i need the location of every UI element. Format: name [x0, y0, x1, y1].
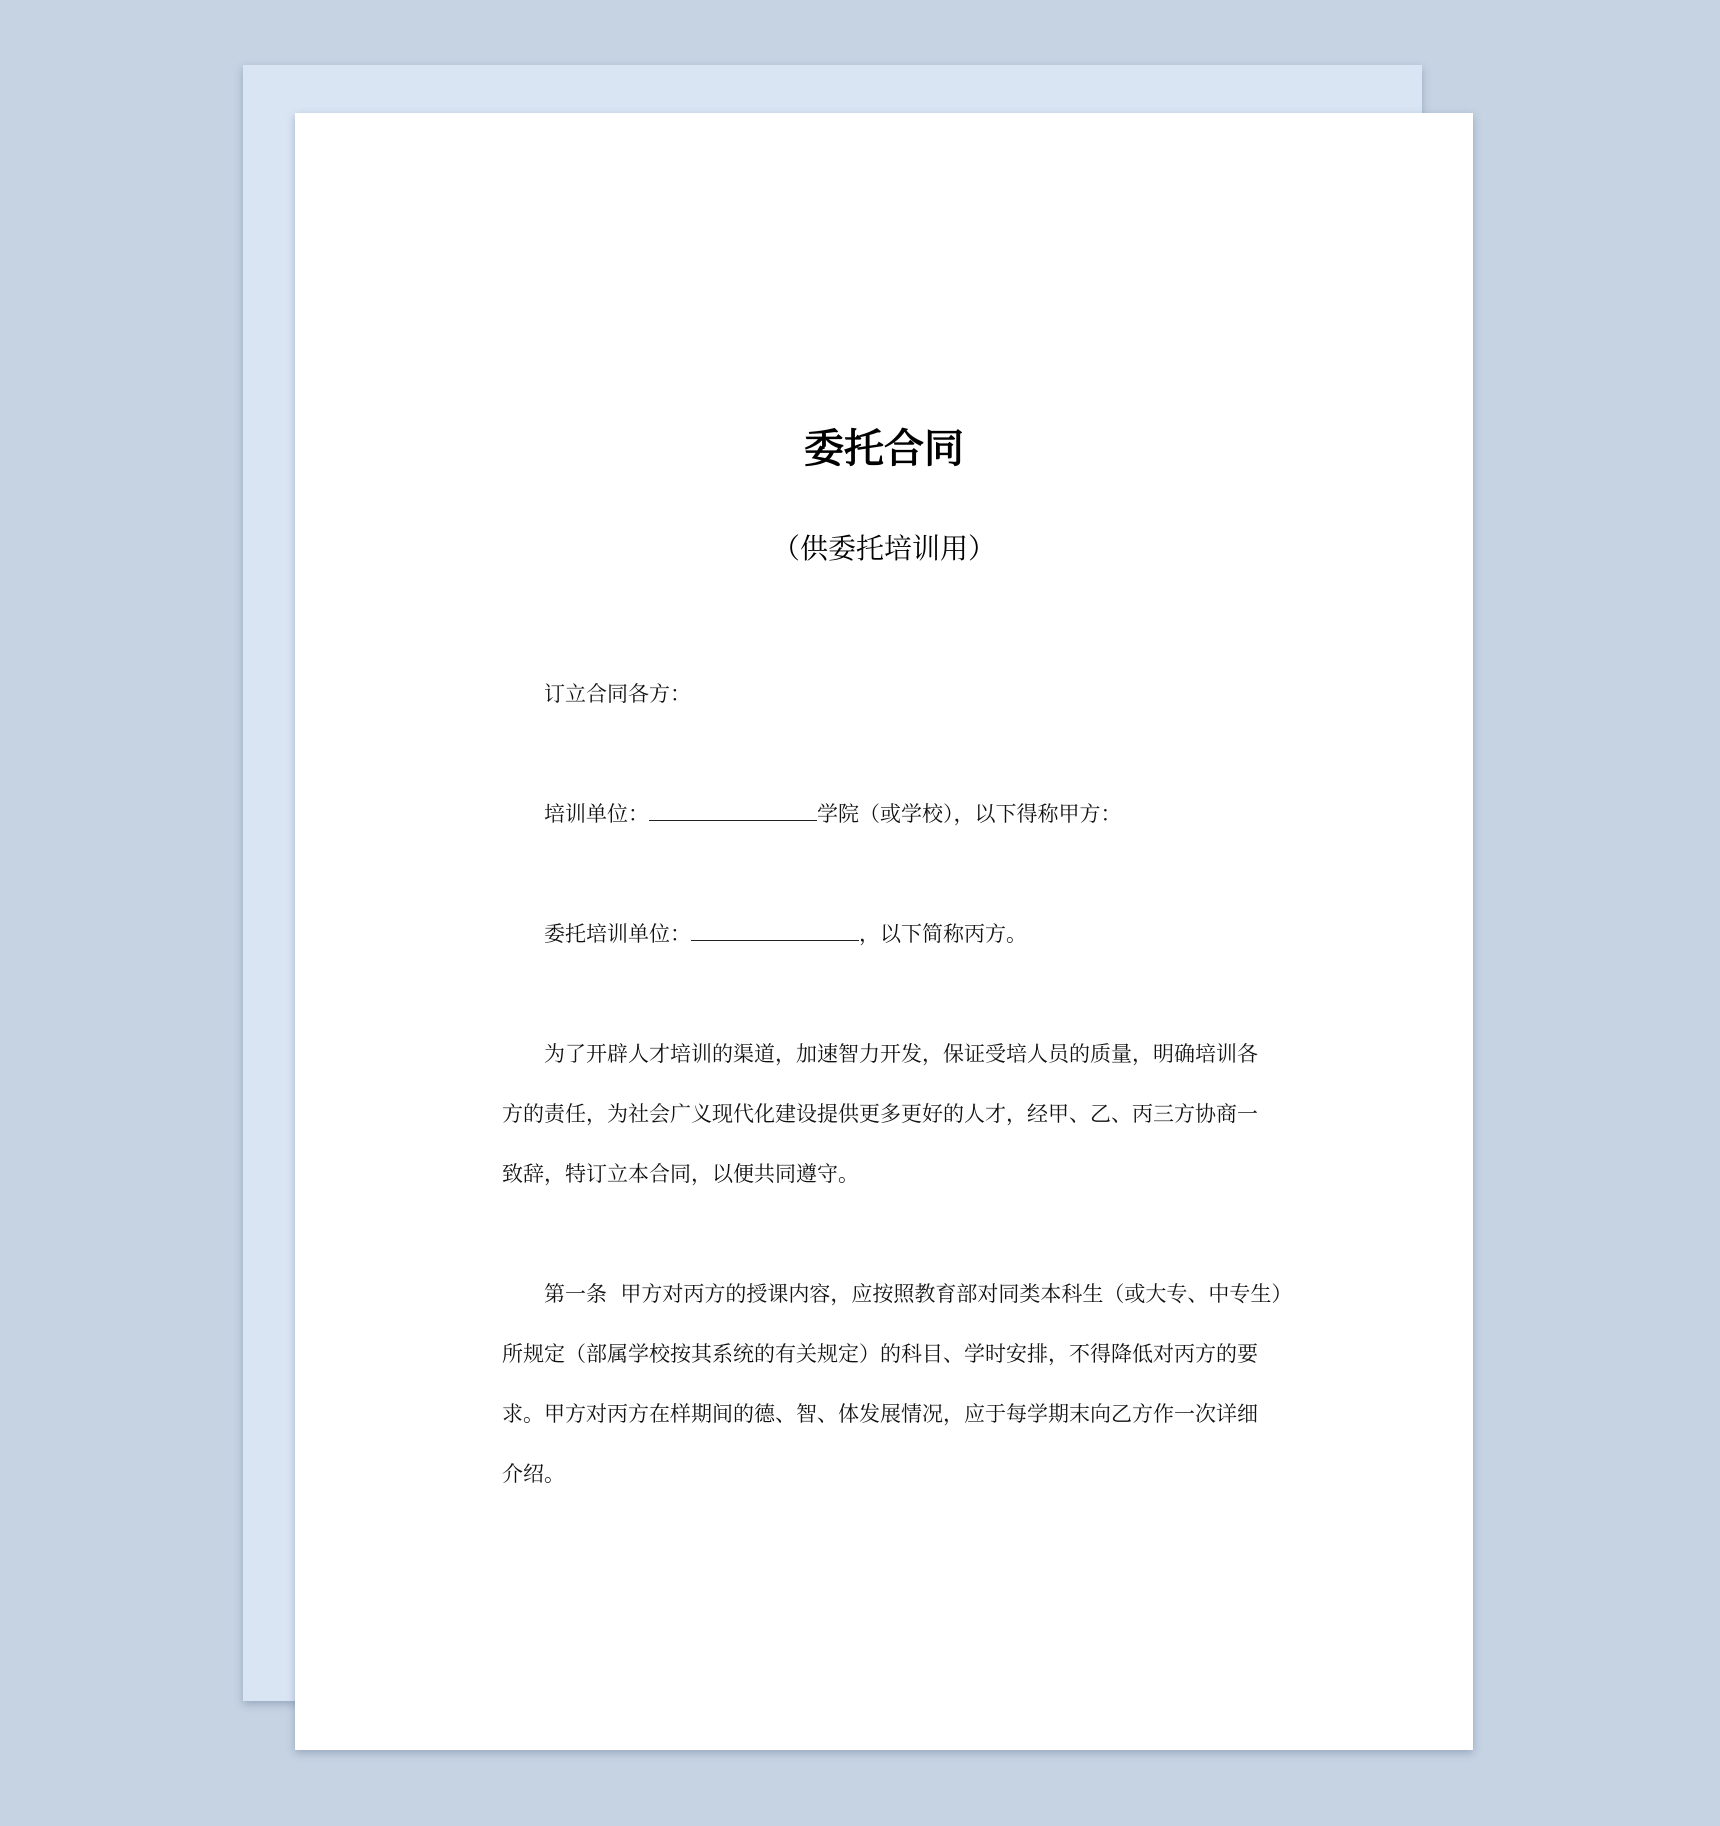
- article1-line-4: 介绍。: [502, 1462, 565, 1486]
- preamble-line-3: 致辞，特订立本合同，以便共同遵守。: [502, 1162, 859, 1186]
- document-title: 委托合同: [804, 426, 964, 472]
- article1-line-1: 第一条 甲方对丙方的授课内容，应按照教育部对同类本科生（或大专、中专生）: [544, 1282, 1293, 1306]
- preamble-line-1: 为了开辟人才培训的渠道，加速智力开发，保证受培人员的质量，明确培训各: [544, 1042, 1258, 1066]
- party-c-blank: [691, 920, 859, 941]
- parties-heading: 订立合同各方：: [544, 682, 691, 706]
- party-a-line: [544, 799, 1122, 829]
- party-a-suffix: 学院（或学校），以下得称甲方：: [817, 802, 1122, 826]
- party-a-blank: [649, 800, 817, 821]
- party-c-suffix: ，以下简称丙方。: [859, 922, 1027, 946]
- party-c-line: [544, 919, 1027, 949]
- article1-line-3: 求。甲方对丙方在样期间的德、智、体发展情况，应于每学期末向乙方作一次详细: [502, 1402, 1258, 1426]
- preamble-line-2: 方的责任，为社会广义现代化建设提供更多更好的人才，经甲、乙、丙三方协商一: [502, 1102, 1258, 1126]
- party-c-prefix: 委托培训单位：: [544, 922, 691, 946]
- document-page: [295, 113, 1473, 1750]
- document-subtitle: （供委托培训用）: [771, 532, 996, 565]
- article1-line-2: 所规定（部属学校按其系统的有关规定）的科目、学时安排，不得降低对丙方的要: [502, 1342, 1258, 1366]
- party-a-prefix: 培训单位：: [544, 802, 649, 826]
